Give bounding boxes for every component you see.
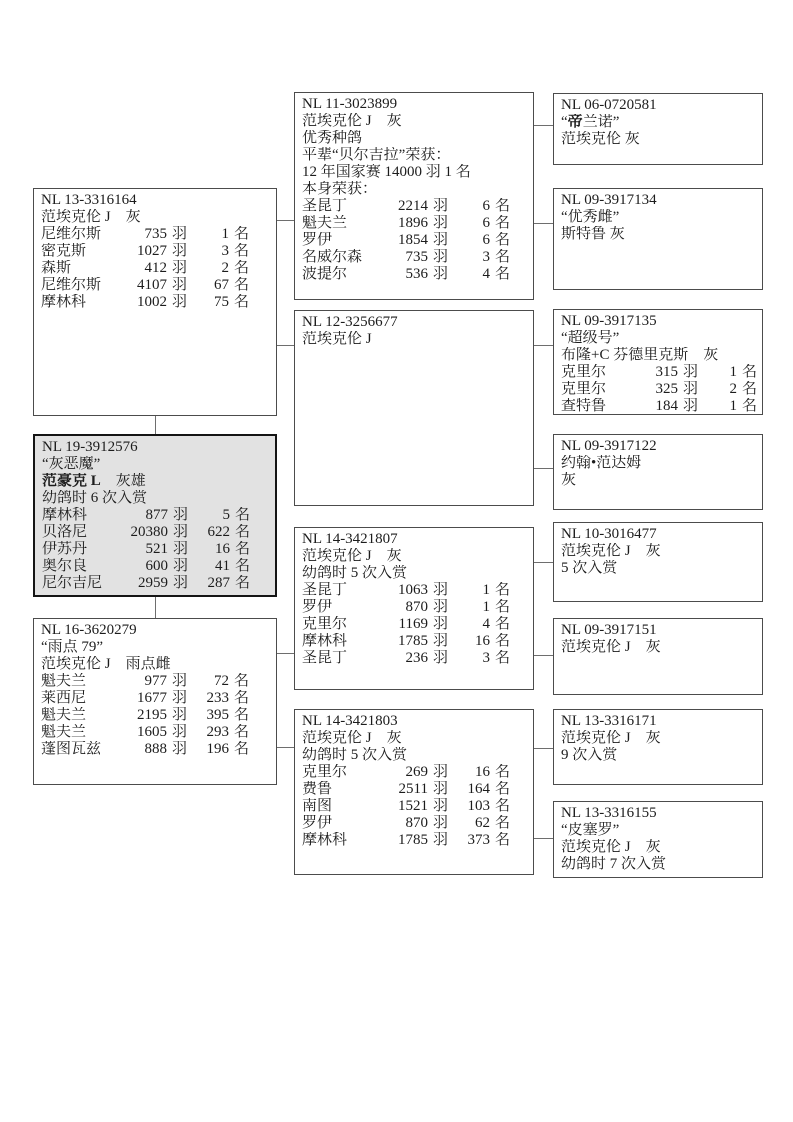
unit-label-birds: 羽 [172, 277, 188, 293]
unit-label-birds: 羽 [433, 832, 449, 848]
unit-label-place: 名 [495, 232, 511, 248]
unit-label-birds: 羽 [433, 764, 449, 780]
unit-label-birds: 羽 [172, 741, 188, 757]
race-pigeon-count: 2214 [398, 198, 428, 214]
info-line: 布隆+C 芬德里克斯 灰 [561, 347, 719, 363]
race-rank: 622 [207, 524, 231, 540]
info-line: 9 次入赏 [561, 747, 618, 763]
race-place: 莱西尼 [41, 690, 87, 706]
info-line: 范埃克伦 J 灰 [561, 730, 661, 746]
race-pigeon-count: 1785 [398, 832, 428, 848]
race-rank: 1 [221, 226, 230, 242]
unit-label-place: 名 [495, 215, 511, 231]
ring-number: NL 12-3256677 [302, 314, 398, 330]
race-result-row [41, 741, 271, 758]
race-rank: 233 [206, 690, 230, 706]
race-pigeon-count: 977 [144, 673, 167, 689]
race-result-row [41, 277, 271, 294]
ring-number: NL 16-3620279 [41, 622, 137, 638]
race-rank: 196 [206, 741, 230, 757]
unit-label-birds: 羽 [173, 507, 189, 523]
race-result-row [302, 266, 528, 283]
pedigree-box-dam-dam [294, 709, 534, 875]
unit-label-birds: 羽 [433, 198, 449, 214]
race-result-row [41, 294, 271, 311]
info-line: 范埃克伦 J 灰 [561, 543, 661, 559]
info-line: 范埃克伦 J 雨点雌 [41, 656, 171, 672]
race-pigeon-count: 877 [145, 507, 168, 523]
unit-label-place: 名 [234, 673, 250, 689]
race-rank: 1 [482, 599, 491, 615]
race-pigeon-count: 4107 [137, 277, 167, 293]
unit-label-birds: 羽 [433, 650, 449, 666]
unit-label-birds: 羽 [433, 616, 449, 632]
info-line [42, 473, 270, 490]
unit-label-birds: 羽 [433, 249, 449, 265]
race-pigeon-count: 521 [145, 541, 168, 557]
unit-label-place: 名 [234, 690, 250, 706]
race-pigeon-count: 315 [655, 364, 678, 380]
race-result-row [41, 260, 271, 277]
race-pigeon-count: 325 [655, 381, 678, 397]
race-rank: 4 [482, 616, 491, 632]
info-line: 幼鸽时 6 次入赏 [42, 490, 148, 506]
race-rank: 6 [482, 215, 491, 231]
race-result-row [302, 764, 528, 781]
race-pigeon-count: 870 [405, 815, 428, 831]
race-result-row [41, 226, 271, 243]
info-line: 约翰•范达姆 [561, 455, 642, 471]
connector-line [155, 597, 156, 618]
race-place: 伊苏丹 [42, 541, 88, 557]
ring-number: NL 09-3917122 [561, 438, 657, 454]
pedigree-box-sire-dam [294, 310, 534, 506]
unit-label-place: 名 [234, 277, 250, 293]
race-pigeon-count: 1605 [137, 724, 167, 740]
race-pigeon-count: 1063 [398, 582, 428, 598]
connector-line [277, 220, 294, 221]
info-segment-bold: 范豪克 L [42, 473, 101, 489]
info-line: 范埃克伦 J 灰 [302, 113, 402, 129]
info-line: 范埃克伦 J 灰 [561, 839, 661, 855]
unit-label-place: 名 [495, 633, 511, 649]
ring-number: NL 19-3912576 [42, 439, 138, 455]
pedigree-box-sire-sire-sire [553, 93, 763, 165]
info-line: 幼鸽时 5 次入赏 [302, 565, 408, 581]
race-result-row [41, 690, 271, 707]
race-place: 罗伊 [302, 599, 333, 615]
race-result-row [302, 582, 528, 599]
info-line: 5 次入赏 [561, 560, 618, 576]
race-pigeon-count: 735 [405, 249, 428, 265]
race-result-row [302, 815, 528, 832]
pedigree-box-dam-sire-sire [553, 522, 763, 602]
info-line: “雨点 79” [41, 639, 104, 655]
info-line: 范埃克伦 J [302, 331, 372, 347]
unit-label-birds: 羽 [682, 398, 698, 414]
connector-line [277, 747, 294, 748]
unit-label-birds: 羽 [433, 582, 449, 598]
race-place: 摩林科 [302, 832, 348, 848]
info-line: 斯特鲁 灰 [561, 226, 625, 242]
ring-number: NL 06-0720581 [561, 97, 657, 113]
race-place: 魁夫兰 [302, 215, 348, 231]
race-rank: 16 [475, 764, 491, 780]
unit-label-place: 名 [234, 294, 250, 310]
race-result-row [42, 507, 270, 524]
race-place: 森斯 [41, 260, 72, 276]
pedigree-box-dam [33, 618, 277, 785]
ring-number: NL 13-3316171 [561, 713, 657, 729]
race-result-row [42, 524, 270, 541]
pedigree-box-sire [33, 188, 277, 416]
race-rank: 3 [482, 650, 491, 666]
race-pigeon-count: 20380 [130, 524, 168, 540]
unit-label-birds: 羽 [433, 599, 449, 615]
pedigree-box-subject [33, 434, 277, 597]
unit-label-birds: 羽 [173, 541, 189, 557]
info-line: 范埃克伦 J 灰 [302, 730, 402, 746]
info-line: “优秀雌” [561, 209, 620, 225]
race-place: 蓬图瓦兹 [41, 741, 102, 757]
unit-label-place: 名 [235, 507, 251, 523]
race-place: 克里尔 [561, 381, 607, 397]
unit-label-birds: 羽 [172, 707, 188, 723]
info-line: “皮塞罗” [561, 822, 620, 838]
unit-label-place: 名 [495, 764, 511, 780]
race-place: 波提尔 [302, 266, 348, 282]
race-place: 尼维尔斯 [41, 226, 102, 242]
race-pigeon-count: 269 [405, 764, 428, 780]
unit-label-birds: 羽 [172, 673, 188, 689]
unit-label-birds: 羽 [173, 575, 189, 591]
race-place: 尼尔吉尼 [42, 575, 103, 591]
unit-label-birds: 羽 [682, 364, 698, 380]
unit-label-place: 名 [235, 524, 251, 540]
unit-label-place: 名 [741, 398, 757, 414]
unit-label-place: 名 [234, 243, 250, 259]
info-line: 幼鸽时 7 次入赏 [561, 856, 667, 872]
unit-label-place: 名 [495, 599, 511, 615]
unit-label-birds: 羽 [433, 266, 449, 282]
race-pigeon-count: 1896 [398, 215, 428, 231]
pedigree-box-sire-dam-dam [553, 434, 763, 510]
race-result-row [302, 198, 528, 215]
race-pigeon-count: 888 [144, 741, 167, 757]
pedigree-box-dam-dam-dam [553, 801, 763, 878]
race-place: 魁夫兰 [41, 673, 87, 689]
race-pigeon-count: 1521 [398, 798, 428, 814]
ring-number: NL 09-3917135 [561, 313, 657, 329]
race-place: 名威尔森 [302, 249, 363, 265]
race-place: 圣昆丁 [302, 582, 348, 598]
race-pigeon-count: 600 [145, 558, 168, 574]
race-result-row [302, 832, 528, 849]
unit-label-place: 名 [741, 364, 757, 380]
info-line: 灰 [561, 472, 577, 488]
race-pigeon-count: 412 [144, 260, 167, 276]
race-place: 魁夫兰 [41, 707, 87, 723]
info-segment: “ [561, 114, 568, 130]
connector-line [534, 838, 553, 839]
connector-line [534, 655, 553, 656]
race-place: 克里尔 [302, 616, 348, 632]
unit-label-birds: 羽 [433, 798, 449, 814]
race-place: 圣昆丁 [302, 198, 348, 214]
connector-line [534, 748, 553, 749]
race-place: 南图 [302, 798, 333, 814]
unit-label-place: 名 [234, 724, 250, 740]
info-segment-bold: 帝 [567, 114, 583, 130]
unit-label-birds: 羽 [433, 781, 449, 797]
race-place: 罗伊 [302, 232, 333, 248]
race-result-row [41, 673, 271, 690]
unit-label-birds: 羽 [173, 558, 189, 574]
race-pigeon-count: 1677 [137, 690, 167, 706]
ring-number: NL 14-3421803 [302, 713, 398, 729]
unit-label-birds: 羽 [172, 724, 188, 740]
race-rank: 6 [482, 198, 491, 214]
race-place: 摩林科 [302, 633, 348, 649]
unit-label-birds: 羽 [433, 215, 449, 231]
race-result-row [42, 558, 270, 575]
unit-label-place: 名 [235, 541, 251, 557]
connector-line [534, 345, 553, 346]
pedigree-box-sire-sire-dam [553, 188, 763, 290]
pedigree-box-sire-sire [294, 92, 534, 300]
unit-label-birds: 羽 [173, 524, 189, 540]
pedigree-box-dam-sire-dam [553, 618, 763, 695]
info-line: “超级号” [561, 330, 620, 346]
unit-label-birds: 羽 [172, 243, 188, 259]
race-pigeon-count: 735 [144, 226, 167, 242]
info-segment: 兰诺” [582, 114, 620, 130]
race-rank: 3 [482, 249, 491, 265]
race-place: 费鲁 [302, 781, 333, 797]
race-rank: 16 [475, 633, 491, 649]
pedigree-box-dam-dam-sire [553, 709, 763, 785]
race-rank: 5 [222, 507, 231, 523]
race-rank: 2 [221, 260, 230, 276]
unit-label-place: 名 [495, 582, 511, 598]
race-result-row [561, 398, 757, 415]
unit-label-birds: 羽 [682, 381, 698, 397]
info-line: “灰恶魔” [42, 456, 101, 472]
race-place: 克里尔 [561, 364, 607, 380]
info-line: 幼鸽时 5 次入赏 [302, 747, 408, 763]
race-place: 密克斯 [41, 243, 87, 259]
race-pigeon-count: 184 [655, 398, 678, 414]
race-result-row [302, 798, 528, 815]
race-pigeon-count: 1027 [137, 243, 167, 259]
unit-label-place: 名 [741, 381, 757, 397]
race-place: 尼维尔斯 [41, 277, 102, 293]
unit-label-place: 名 [495, 815, 511, 831]
unit-label-birds: 羽 [433, 633, 449, 649]
race-rank: 2 [729, 381, 737, 397]
race-rank: 62 [475, 815, 491, 831]
connector-line [155, 416, 156, 434]
race-pigeon-count: 2511 [398, 781, 428, 797]
race-result-row [302, 215, 528, 232]
unit-label-birds: 羽 [433, 815, 449, 831]
unit-label-birds: 羽 [433, 232, 449, 248]
race-rank: 41 [215, 558, 231, 574]
race-rank: 293 [206, 724, 230, 740]
connector-line [534, 125, 553, 126]
race-rank: 164 [467, 781, 491, 797]
unit-label-place: 名 [235, 558, 251, 574]
race-rank: 395 [206, 707, 230, 723]
race-result-row [302, 633, 528, 650]
race-place: 贝洛尼 [42, 524, 88, 540]
race-pigeon-count: 2959 [138, 575, 168, 591]
race-rank: 75 [214, 294, 230, 310]
unit-label-birds: 羽 [172, 260, 188, 276]
race-place: 奥尔良 [42, 558, 88, 574]
info-segment: 灰雄 [100, 473, 146, 489]
race-result-row [41, 724, 271, 741]
race-result-row [41, 243, 271, 260]
connector-line [277, 653, 294, 654]
connector-line [534, 562, 553, 563]
info-line: 范埃克伦 J 灰 [41, 209, 141, 225]
pedigree-box-dam-sire [294, 527, 534, 690]
race-rank: 16 [215, 541, 231, 557]
race-place: 克里尔 [302, 764, 348, 780]
race-rank: 103 [467, 798, 491, 814]
info-line: 平辈“贝尔吉拉”荣获： [302, 147, 451, 163]
race-pigeon-count: 870 [405, 599, 428, 615]
pedigree-box-sire-dam-sire [553, 309, 763, 415]
race-rank: 4 [482, 266, 491, 282]
race-place: 魁夫兰 [41, 724, 87, 740]
race-result-row [42, 575, 270, 592]
ring-number: NL 10-3016477 [561, 526, 657, 542]
race-result-row [302, 616, 528, 633]
info-line: 范埃克伦 J 灰 [561, 639, 661, 655]
unit-label-place: 名 [495, 798, 511, 814]
unit-label-place: 名 [495, 616, 511, 632]
unit-label-place: 名 [234, 226, 250, 242]
unit-label-place: 名 [235, 575, 251, 591]
race-rank: 1 [482, 582, 491, 598]
race-pigeon-count: 236 [405, 650, 428, 666]
unit-label-place: 名 [495, 832, 511, 848]
race-rank: 6 [482, 232, 491, 248]
race-result-row [42, 541, 270, 558]
unit-label-birds: 羽 [172, 226, 188, 242]
info-line: 优秀种鸽 [302, 130, 363, 146]
race-result-row [561, 381, 757, 398]
unit-label-place: 名 [495, 249, 511, 265]
info-line: 12 年国家赛 14000 羽 1 名 [302, 164, 471, 180]
unit-label-place: 名 [234, 741, 250, 757]
ring-number: NL 13-3316164 [41, 192, 137, 208]
ring-number: NL 09-3917151 [561, 622, 657, 638]
race-rank: 67 [214, 277, 230, 293]
connector-line [534, 468, 553, 469]
race-place: 摩林科 [41, 294, 87, 310]
race-place: 查特鲁 [561, 398, 607, 414]
info-line: 范埃克伦 灰 [561, 131, 640, 147]
connector-line [277, 345, 294, 346]
info-line [561, 114, 757, 131]
info-line: 范埃克伦 J 灰 [302, 548, 402, 564]
connector-line [534, 223, 553, 224]
unit-label-birds: 羽 [172, 690, 188, 706]
race-rank: 1 [729, 398, 737, 414]
race-place: 罗伊 [302, 815, 333, 831]
race-pigeon-count: 1169 [398, 616, 428, 632]
ring-number: NL 14-3421807 [302, 531, 398, 547]
race-place: 摩林科 [42, 507, 88, 523]
race-rank: 3 [221, 243, 230, 259]
race-result-row [302, 249, 528, 266]
unit-label-place: 名 [495, 650, 511, 666]
unit-label-place: 名 [234, 260, 250, 276]
race-result-row [561, 364, 757, 381]
race-pigeon-count: 2195 [137, 707, 167, 723]
race-result-row [302, 781, 528, 798]
unit-label-place: 名 [495, 266, 511, 282]
ring-number: NL 11-3023899 [302, 96, 398, 112]
unit-label-place: 名 [234, 707, 250, 723]
race-pigeon-count: 536 [405, 266, 428, 282]
race-pigeon-count: 1854 [398, 232, 428, 248]
unit-label-birds: 羽 [172, 294, 188, 310]
race-pigeon-count: 1785 [398, 633, 428, 649]
ring-number: NL 13-3316155 [561, 805, 657, 821]
race-pigeon-count: 1002 [137, 294, 167, 310]
race-rank: 1 [729, 364, 737, 380]
race-place: 圣昆丁 [302, 650, 348, 666]
race-result-row [302, 599, 528, 616]
race-result-row [302, 232, 528, 249]
race-result-row [302, 650, 528, 667]
race-rank: 373 [467, 832, 491, 848]
info-line: 本身荣获： [302, 181, 378, 197]
ring-number: NL 09-3917134 [561, 192, 657, 208]
race-rank: 72 [214, 673, 230, 689]
race-result-row [41, 707, 271, 724]
unit-label-place: 名 [495, 198, 511, 214]
unit-label-place: 名 [495, 781, 511, 797]
race-rank: 287 [207, 575, 231, 591]
